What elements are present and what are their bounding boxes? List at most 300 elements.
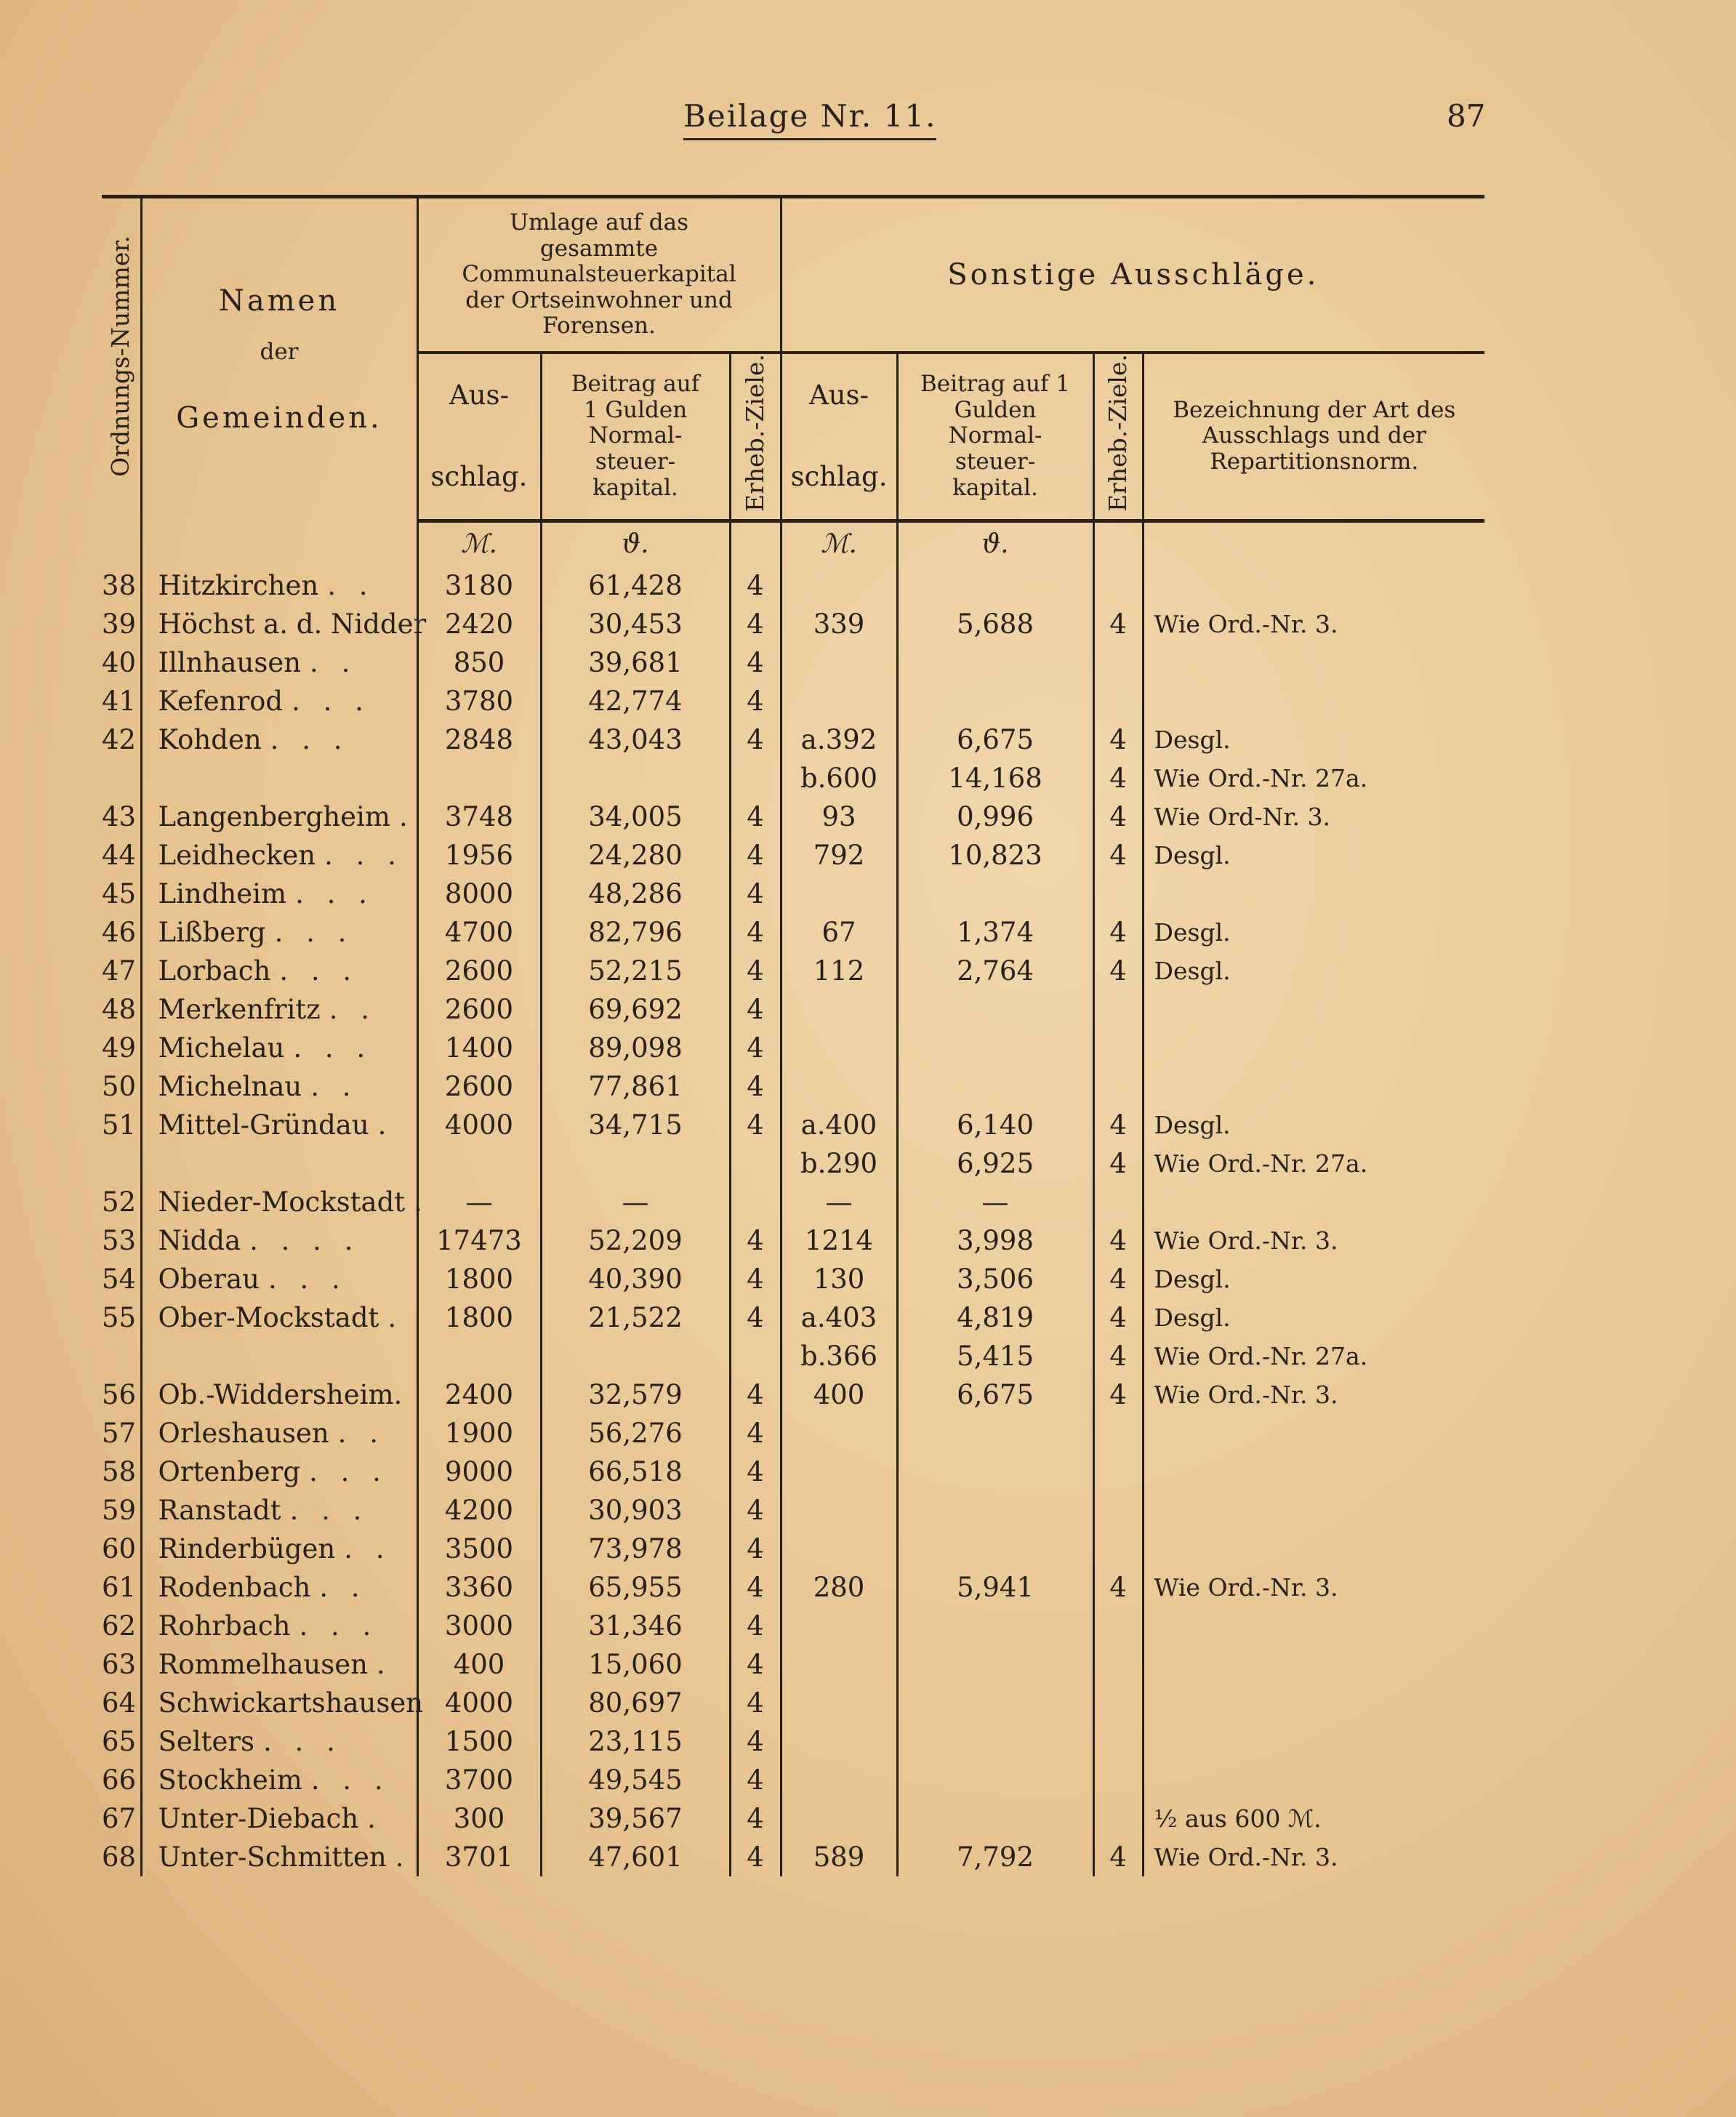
other-rate-cell: 6,140	[897, 1106, 1093, 1144]
other-terms-cell: 4	[1093, 1375, 1143, 1414]
municipality-name-cell	[141, 1607, 417, 1645]
table-row	[102, 836, 1484, 875]
levy-amount-cell: 1500	[417, 1722, 541, 1761]
levy-amount-cell: 3700	[417, 1761, 541, 1799]
other-amount-cell: 93	[781, 798, 897, 836]
table-row	[102, 1453, 1484, 1491]
levy-terms-cell: 4	[730, 1761, 781, 1799]
other-amount-cell: 792	[781, 836, 897, 875]
levy-amount-cell: 3360	[417, 1568, 541, 1607]
levy-terms-cell: 4	[730, 605, 781, 643]
municipality-name-cell	[141, 1838, 417, 1876]
other-rate-cell	[897, 643, 1093, 682]
other-rate-cell	[897, 1530, 1093, 1568]
levy-rate-cell: 34,005	[541, 798, 730, 836]
levy-amount-cell: 300	[417, 1799, 541, 1838]
levy-terms-cell: 4	[730, 1799, 781, 1838]
levy-rate-cell: 47,601	[541, 1838, 730, 1876]
levy-rate-cell: 32,579	[541, 1375, 730, 1414]
other-terms-cell	[1093, 875, 1143, 913]
table-row	[102, 1761, 1484, 1799]
dot-leader: . . .	[274, 916, 354, 948]
other-rate-cell	[897, 990, 1093, 1029]
levy-rate-cell: 66,518	[541, 1453, 730, 1491]
other-rate-header: Beitrag auf 1 Gulden Normal-steuer-kapital.	[897, 353, 1093, 521]
designation-cell	[1143, 875, 1484, 913]
table-row	[102, 1106, 1484, 1144]
other-terms-cell: 4	[1093, 1337, 1143, 1375]
other-terms-cell	[1093, 1453, 1143, 1491]
municipality-name-cell	[141, 720, 417, 759]
levy-amount-cell: 4000	[417, 1684, 541, 1722]
table-row	[102, 1067, 1484, 1106]
other-terms-cell: 4	[1093, 1568, 1143, 1607]
other-amount-cell	[781, 990, 897, 1029]
other-terms-cell: 4	[1093, 1838, 1143, 1876]
order-number-cell	[102, 1337, 141, 1375]
levy-amount-cell: 2420	[417, 605, 541, 643]
other-rate-cell	[897, 1067, 1093, 1106]
municipality-name-cell	[141, 1221, 417, 1260]
order-number-cell: 59	[102, 1494, 137, 1526]
levy-amount-cell: 3748	[417, 798, 541, 836]
other-amount-cell	[781, 1453, 897, 1491]
other-rate-cell: 5,415	[897, 1337, 1093, 1375]
other-amount-cell: 1214	[781, 1221, 897, 1260]
levy-rate-cell: 49,545	[541, 1761, 730, 1799]
levy-rate-cell: 56,276	[541, 1414, 730, 1453]
levy-amount-cell: 3000	[417, 1607, 541, 1645]
order-number-cell: 41	[102, 685, 137, 717]
other-amount-cell	[781, 1530, 897, 1568]
table-row	[102, 798, 1484, 836]
other-terms-cell: 4	[1093, 1260, 1143, 1298]
municipality-name-cell	[141, 605, 427, 643]
municipality-name-cell	[141, 1568, 417, 1607]
other-rate-cell	[897, 1799, 1093, 1838]
designation-cell: Wie Ord.-Nr. 3.	[1143, 1838, 1484, 1876]
designation-cell	[1143, 1414, 1484, 1453]
municipality-name-cell	[141, 1491, 417, 1530]
levy-rate-cell: 52,209	[541, 1221, 730, 1260]
levy-amount-cell: 2600	[417, 952, 541, 990]
municipality-name-header: Namen der Gemeinden.	[141, 197, 417, 521]
dot-leader: . . .	[289, 1494, 369, 1526]
levy-terms-cell: 4	[730, 836, 781, 875]
municipality-name-cell	[141, 682, 417, 720]
other-terms-header: Erheb.-Ziele.	[1093, 353, 1143, 521]
order-number-header: Ordnungs-Nummer.	[102, 197, 141, 521]
table-row	[102, 605, 1484, 643]
municipality-name-text: Michelnau	[158, 1070, 302, 1102]
order-number-cell: 63	[102, 1648, 137, 1680]
table-body	[102, 521, 1484, 1876]
levy-terms-cell: 4	[730, 1029, 781, 1067]
designation-cell	[1143, 990, 1484, 1029]
municipality-name-cell	[141, 1761, 417, 1799]
other-amount-cell: b.366	[781, 1337, 897, 1375]
other-rate-cell	[897, 1491, 1093, 1530]
other-amount-cell: a.400	[781, 1106, 897, 1144]
dot-leader: . .	[319, 1571, 367, 1603]
designation-cell	[1143, 682, 1484, 720]
municipality-name-text: Kefenrod	[158, 685, 284, 717]
dot-leader: . .	[344, 1532, 392, 1564]
municipality-name-text: Nieder-Mockstadt	[158, 1186, 406, 1218]
designation-cell: Desgl.	[1143, 1260, 1484, 1298]
designation-cell: Wie Ord.-Nr. 3.	[1143, 1221, 1484, 1260]
other-rate-cell: 6,675	[897, 720, 1093, 759]
levy-amount-cell: 3180	[417, 566, 541, 605]
municipality-name-text: Selters	[158, 1725, 255, 1757]
levy-amount-cell: 1800	[417, 1260, 541, 1298]
other-rate-cell	[897, 875, 1093, 913]
municipality-name-cell	[141, 1298, 417, 1337]
table-row	[102, 1298, 1484, 1337]
levy-terms-cell: 4	[730, 1838, 781, 1876]
municipality-name-cell	[141, 1106, 417, 1144]
municipality-name-cell	[141, 1684, 424, 1722]
table-row	[102, 952, 1484, 990]
levy-rate-cell: 73,978	[541, 1530, 730, 1568]
levy-amount-cell: 2848	[417, 720, 541, 759]
levy-rate-cell	[541, 1337, 730, 1375]
order-number-cell: 60	[102, 1532, 137, 1564]
designation-cell: Desgl.	[1143, 1298, 1484, 1337]
levy-terms-cell	[730, 1183, 781, 1221]
municipality-name-text: Höchst a. d. Nidder	[158, 608, 427, 640]
municipality-name-cell	[141, 1029, 417, 1067]
other-rate-cell	[897, 1684, 1093, 1722]
municipality-name-text: Ranstadt	[158, 1494, 281, 1526]
dot-leader: . . .	[268, 1263, 347, 1295]
levy-rate-cell: 24,280	[541, 836, 730, 875]
other-amount-cell: 67	[781, 913, 897, 952]
other-rate-cell	[897, 1414, 1093, 1453]
dot-leader: . . .	[279, 955, 359, 987]
municipality-name-cell	[141, 1799, 417, 1838]
order-number-cell: 48	[102, 993, 137, 1025]
other-amount-cell	[781, 1799, 897, 1838]
other-terms-cell: 4	[1093, 836, 1143, 875]
municipality-name-text: Unter-Diebach	[158, 1802, 359, 1834]
levy-amount-cell	[417, 1337, 541, 1375]
municipality-name-cell	[141, 798, 417, 836]
levy-rate-cell	[541, 1144, 730, 1183]
levy-terms-cell: 4	[730, 1645, 781, 1684]
municipality-name-cell	[141, 1067, 417, 1106]
levy-terms-cell: 4	[730, 1491, 781, 1530]
dot-leader: . . .	[299, 1610, 379, 1642]
order-number-cell: 51	[102, 1109, 137, 1141]
designation-cell: Wie Ord.-Nr. 27a.	[1143, 1144, 1484, 1183]
other-terms-cell	[1093, 1029, 1143, 1067]
municipality-name-text: Ober-Mockstadt	[158, 1301, 379, 1333]
levy-amount-cell: 3780	[417, 682, 541, 720]
levy-terms-cell: 4	[730, 566, 781, 605]
municipality-name-cell	[141, 1453, 417, 1491]
table-row	[102, 1838, 1484, 1876]
municipality-name-text: Rinderbügen	[158, 1532, 336, 1564]
dot-leader: .	[377, 1109, 394, 1141]
levy-rate-cell: —	[541, 1183, 730, 1221]
levy-terms-cell: 4	[730, 913, 781, 952]
levy-terms-cell: 4	[730, 1298, 781, 1337]
designation-cell	[1143, 566, 1484, 605]
unit-row	[102, 521, 1484, 566]
designation-cell	[1143, 1067, 1484, 1106]
other-terms-cell	[1093, 1183, 1143, 1221]
other-amount-cell	[781, 875, 897, 913]
levy-terms-cell: 4	[730, 1453, 781, 1491]
table-row	[102, 1722, 1484, 1761]
levy-rate-cell: 42,774	[541, 682, 730, 720]
levy-rate-cell: 40,390	[541, 1260, 730, 1298]
designation-cell	[1143, 1029, 1484, 1067]
other-rate-cell: 1,374	[897, 913, 1093, 952]
other-amount-cell	[781, 1722, 897, 1761]
designation-cell	[1143, 1183, 1484, 1221]
other-terms-cell	[1093, 643, 1143, 682]
table-row	[102, 759, 1484, 798]
other-amount-cell: 589	[781, 1838, 897, 1876]
other-terms-cell: 4	[1093, 798, 1143, 836]
other-rate-cell: 4,819	[897, 1298, 1093, 1337]
other-terms-cell	[1093, 1645, 1143, 1684]
other-amount-cell	[781, 1414, 897, 1453]
municipality-name-text: Unter-Schmitten	[158, 1841, 387, 1873]
levy-terms-cell	[730, 1337, 781, 1375]
designation-cell: Desgl.	[1143, 836, 1484, 875]
dot-leader: .	[414, 1186, 430, 1218]
levy-terms-cell: 4	[730, 1684, 781, 1722]
dot-leader: . .	[310, 1070, 358, 1102]
order-number-cell: 40	[102, 646, 137, 678]
levy-amount-cell: 3500	[417, 1530, 541, 1568]
order-number-cell: 58	[102, 1455, 137, 1487]
dot-leader: .	[387, 1301, 404, 1333]
levy-terms-cell: 4	[730, 643, 781, 682]
levy-amount-cell: 17473	[417, 1221, 541, 1260]
municipality-name-text: Lindheim	[158, 877, 287, 909]
municipality-name-cell	[141, 759, 417, 798]
levy-terms-cell	[730, 759, 781, 798]
municipality-name-cell	[141, 990, 417, 1029]
other-terms-cell	[1093, 1530, 1143, 1568]
other-rate-cell	[897, 1029, 1093, 1067]
other-rate-cell: —	[897, 1183, 1093, 1221]
order-number-cell: 68	[102, 1841, 137, 1873]
other-terms-cell	[1093, 1799, 1143, 1838]
unit-mark: ℳ.	[417, 521, 541, 566]
levy-amount-cell: 9000	[417, 1453, 541, 1491]
other-amount-cell	[781, 1029, 897, 1067]
dot-leader: . . .	[310, 1764, 390, 1796]
levy-amount-cell: 1800	[417, 1298, 541, 1337]
other-terms-cell: 4	[1093, 1298, 1143, 1337]
municipality-name-text: Michelau	[158, 1032, 285, 1064]
order-number-cell: 66	[102, 1764, 137, 1796]
designation-cell: Wie Ord.-Nr. 3.	[1143, 605, 1484, 643]
other-terms-cell	[1093, 1722, 1143, 1761]
levy-amount-cell: 8000	[417, 875, 541, 913]
dot-leader: . . .	[292, 685, 371, 717]
order-number-cell: 54	[102, 1263, 137, 1295]
municipality-name-text: Leidhecken	[158, 839, 316, 871]
other-terms-cell: 4	[1093, 952, 1143, 990]
designation-cell	[1143, 1722, 1484, 1761]
other-rate-cell	[897, 1453, 1093, 1491]
municipality-name-cell	[141, 913, 417, 952]
other-terms-cell	[1093, 682, 1143, 720]
municipality-name-cell	[141, 1530, 417, 1568]
other-terms-cell	[1093, 1414, 1143, 1453]
levy-terms-cell: 4	[730, 1607, 781, 1645]
dot-leader: . . . .	[249, 1224, 361, 1256]
levy-amount-cell: 3701	[417, 1838, 541, 1876]
other-rate-cell	[897, 566, 1093, 605]
order-number-cell: 61	[102, 1571, 137, 1603]
table-row	[102, 990, 1484, 1029]
levy-rate-cell: 82,796	[541, 913, 730, 952]
table-row	[102, 1375, 1484, 1414]
municipality-name-text: Langenbergheim	[158, 800, 390, 832]
municipality-name-cell	[141, 1337, 417, 1375]
running-title: Beilage Nr. 11.	[683, 98, 936, 140]
levy-amount-cell: 2600	[417, 1067, 541, 1106]
order-number-cell: 46	[102, 916, 137, 948]
table-row	[102, 1645, 1484, 1684]
table-row	[102, 682, 1484, 720]
other-rate-cell: 6,925	[897, 1144, 1093, 1183]
dot-leader: . . .	[295, 877, 374, 909]
municipality-name-text: Rommelhausen	[158, 1648, 368, 1680]
designation-cell	[1143, 1684, 1484, 1722]
table-row	[102, 1183, 1484, 1221]
designation-cell	[1143, 1761, 1484, 1799]
other-rate-cell: 2,764	[897, 952, 1093, 990]
order-number-cell: 55	[102, 1301, 137, 1333]
designation-cell: Desgl.	[1143, 720, 1484, 759]
levy-rate-cell: 39,681	[541, 643, 730, 682]
table-row	[102, 643, 1484, 682]
designation-cell	[1143, 1645, 1484, 1684]
levy-amount-cell	[417, 759, 541, 798]
municipality-name-text: Merkenfritz	[158, 993, 321, 1025]
other-amount-cell: 112	[781, 952, 897, 990]
levy-rate-header: Beitrag auf 1 Gulden Normal-steuer-kapital.	[541, 353, 730, 521]
other-amount-cell: b.600	[781, 759, 897, 798]
order-number-cell: 67	[102, 1802, 137, 1834]
dot-leader: . . .	[324, 839, 403, 871]
designation-cell: Wie Ord-Nr. 3.	[1143, 798, 1484, 836]
order-number-cell: 64	[102, 1687, 137, 1719]
levy-rate-cell: 30,453	[541, 605, 730, 643]
other-terms-cell	[1093, 566, 1143, 605]
levy-rate-cell: 15,060	[541, 1645, 730, 1684]
levy-rate-cell: 61,428	[541, 566, 730, 605]
table-row	[102, 1530, 1484, 1568]
levy-amount-cell: 4000	[417, 1106, 541, 1144]
designation-cell: Wie Ord.-Nr. 27a.	[1143, 1337, 1484, 1375]
other-terms-cell	[1093, 1607, 1143, 1645]
other-terms-cell	[1093, 1684, 1143, 1722]
levy-amount-cell: 2600	[417, 990, 541, 1029]
dot-leader: . . .	[270, 723, 350, 755]
dot-leader: . .	[327, 569, 375, 601]
dot-leader: .	[367, 1802, 383, 1834]
order-number-cell: 47	[102, 955, 137, 987]
dot-leader: .	[376, 1648, 393, 1680]
other-terms-cell: 4	[1093, 1144, 1143, 1183]
other-amount-cell: 339	[781, 605, 897, 643]
levy-terms-cell: 4	[730, 990, 781, 1029]
levy-terms-cell: 4	[730, 1722, 781, 1761]
designation-header: Bezeichnung der Art des Ausschlags und der Repartitionsnorm.	[1143, 353, 1484, 521]
table-row	[102, 1799, 1484, 1838]
levy-amount-cell: 4700	[417, 913, 541, 952]
designation-cell	[1143, 1607, 1484, 1645]
order-number-cell: 39	[102, 608, 137, 640]
other-rate-cell	[897, 1645, 1093, 1684]
dot-leader: . .	[310, 646, 358, 678]
other-rate-cell: 3,998	[897, 1221, 1093, 1260]
order-number-cell: 57	[102, 1417, 137, 1449]
order-number-cell: 65	[102, 1725, 137, 1757]
levy-terms-cell: 4	[730, 682, 781, 720]
municipality-name-text: Illnhausen	[158, 646, 302, 678]
designation-cell: ½ aus 600 ℳ.	[1143, 1799, 1484, 1838]
designation-cell: Wie Ord.-Nr. 27a.	[1143, 759, 1484, 798]
page-number: 87	[1447, 98, 1486, 134]
other-amount-cell	[781, 1761, 897, 1799]
dot-leader: . . .	[263, 1725, 342, 1757]
other-terms-cell	[1093, 990, 1143, 1029]
other-rate-cell	[897, 682, 1093, 720]
table-row	[102, 720, 1484, 759]
other-rate-cell: 3,506	[897, 1260, 1093, 1298]
table-row	[102, 1221, 1484, 1260]
table-row	[102, 1684, 1484, 1722]
levy-terms-cell: 4	[730, 1414, 781, 1453]
levy-terms-cell: 4	[730, 1067, 781, 1106]
other-rate-cell: 5,941	[897, 1568, 1093, 1607]
other-amount-cell	[781, 1684, 897, 1722]
designation-cell: Wie Ord.-Nr. 3.	[1143, 1375, 1484, 1414]
municipality-name-text: Orleshausen	[158, 1417, 329, 1449]
other-amount-cell	[781, 643, 897, 682]
order-number-cell	[102, 1144, 141, 1183]
other-terms-cell: 4	[1093, 605, 1143, 643]
other-terms-cell: 4	[1093, 1221, 1143, 1260]
municipality-name-cell	[141, 875, 417, 913]
municipality-name-text: Oberau	[158, 1263, 260, 1295]
levy-rate-cell: 23,115	[541, 1722, 730, 1761]
table-row	[102, 1260, 1484, 1298]
municipality-name-text: Kohden	[158, 723, 262, 755]
municipality-name-text: Hitzkirchen	[158, 569, 319, 601]
designation-cell: Desgl.	[1143, 913, 1484, 952]
levy-amount-cell: 1956	[417, 836, 541, 875]
other-terms-cell	[1093, 1067, 1143, 1106]
municipality-name-text: Ob.-Widdersheim.	[158, 1378, 403, 1410]
levy-amount-cell: 2400	[417, 1375, 541, 1414]
other-levies-header: Sonstige Ausschläge.	[781, 197, 1484, 353]
other-rate-cell	[897, 1722, 1093, 1761]
levy-rate-cell: 31,346	[541, 1607, 730, 1645]
levy-terms-cell: 4	[730, 720, 781, 759]
dot-leader: . . .	[309, 1455, 388, 1487]
